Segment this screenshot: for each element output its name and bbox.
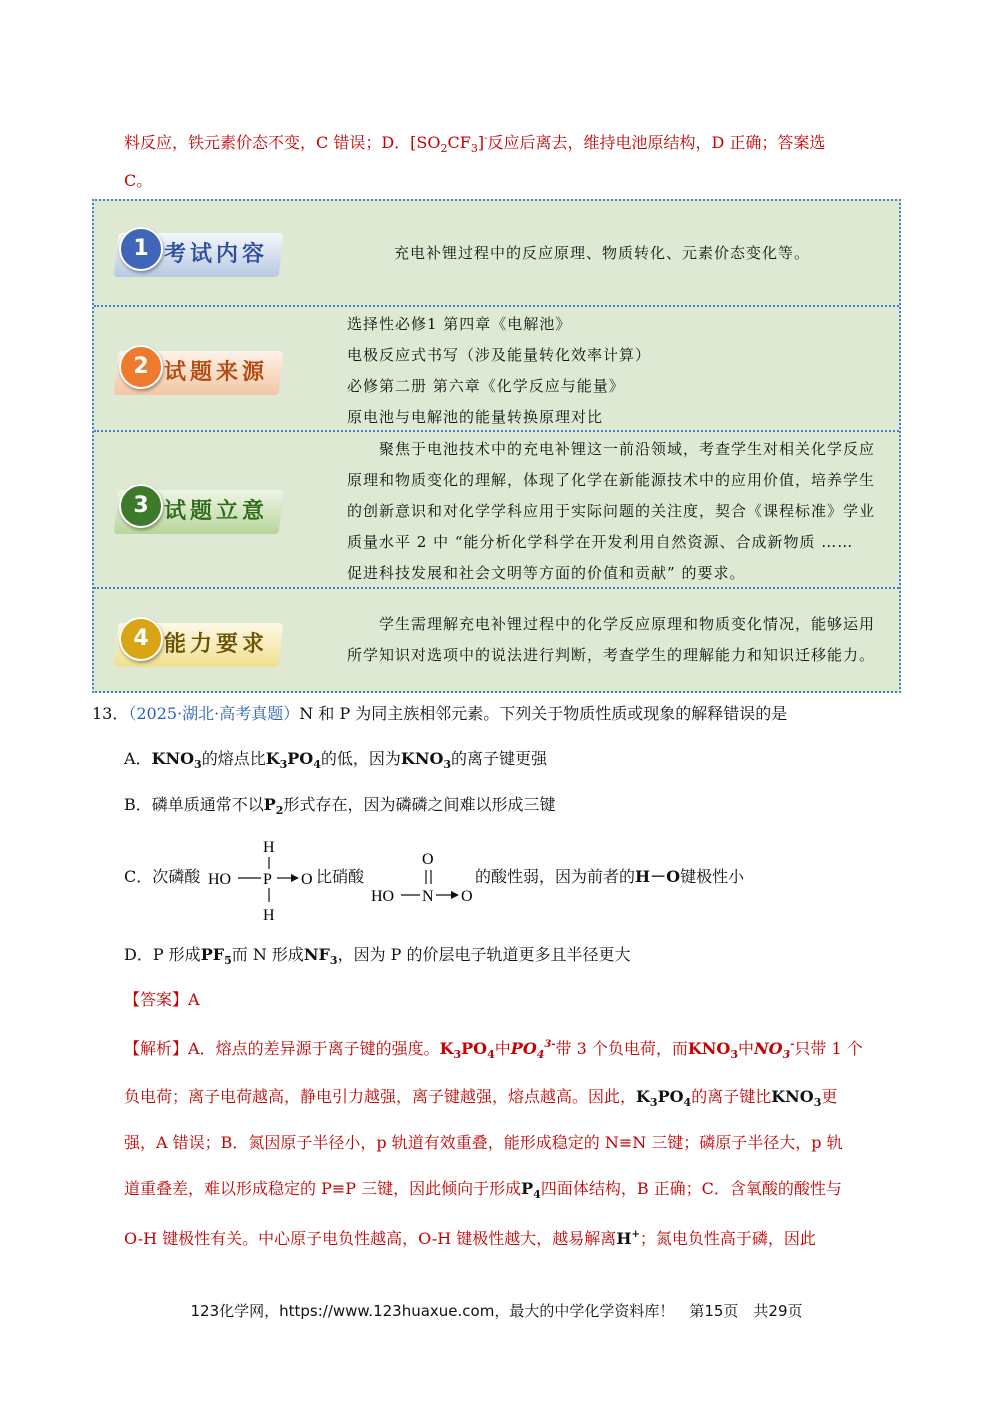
prev-line-1: 料反应，铁元素价态不变，C 错误；D．$[SO_2CF_3]^-$反应后离去，维持电池原结构，D 正确；答案选 [124, 133, 826, 155]
option-c-mid: 比硝酸 [316, 867, 365, 886]
svg-text:HO: HO [208, 871, 232, 888]
badge-label: 试题来源 [164, 360, 269, 385]
number-badge-icon: 2 [119, 345, 163, 389]
table-row [94, 307, 899, 432]
badge-label: 考试内容 [164, 242, 269, 267]
analysis-line-2: 负电荷；离子电荷越高，静电引力越强，离子键越强，熔点越高。因此，$K_3PO_4$的离子键比$KNO_3$更 [124, 1087, 838, 1109]
number-badge-icon: 4 [119, 617, 163, 661]
answer: 【答案】A [124, 990, 200, 1009]
question-stem: 13．（2025·湖北·高考真题）N 和 P 为同主族相邻元素。下列关于物质性质或现象的解释错误的是 [92, 704, 788, 723]
page-footer: 123化学网，https://www.123huaxue.com，最大的中学化学资料库！ 第15页 共29页 [190, 1302, 803, 1320]
badge-label: 试题立意 [164, 499, 269, 524]
option-a: A．$KNO_3$的熔点比$K_3PO_4$的低，因为$KNO_3$的离子键更强 [124, 749, 548, 771]
table-row [94, 201, 899, 307]
analysis-line-4: 道重叠差，难以形成稳定的 P≡P 三键，因此倾向于形成$P_4$四面体结构，B 正确；C．含氧酸的酸性与 [124, 1179, 842, 1201]
row-text: 选择性必修1 第四章《电解池》 电极反应式书写（涉及能量转化效率计算） 必修第二册 第六章《化学反应与能量》 原电池与电解池的能量转换原理对比 [347, 315, 652, 426]
nitric-acid-structure [368, 846, 478, 910]
row-text: 学生需理解充电补锂过程中的化学反应原理和物质变化情况，能够运用 所学知识对选项中的说法进行判断，考查学生的理解能力和知识迁移能力。 [347, 615, 876, 664]
hypophosphorous-acid-structure [205, 832, 315, 924]
analysis-line-5: O-H 键极性有关。中心原子电负性越高，O-H 键极性越大，越易解离H+；氮电负性高于磷，因此 [124, 1229, 816, 1248]
svg-text:O: O [301, 871, 313, 888]
option-d: D．P 形成$PF_5$而 N 形成$NF_3$，因为 P 的价层电子轨道更多且半径更大 [124, 945, 631, 967]
number-badge-icon: 3 [119, 484, 163, 528]
analysis-line-3: 强，A 错误；B．氮因原子半径小，p 轨道有效重叠，能形成稳定的 N≡N 三键；磷原子半径大，p 轨 [124, 1133, 843, 1152]
badge [116, 345, 284, 397]
option-c-prefix: C．次磷酸 [124, 867, 201, 886]
info-table [92, 199, 901, 693]
option-c-suffix: 的酸性弱，因为前者的H－O键极性小 [475, 867, 745, 886]
svg-text:O: O [422, 851, 434, 868]
svg-text:H: H [263, 907, 275, 924]
table-row [94, 589, 899, 691]
number-badge-icon: 1 [119, 227, 163, 271]
analysis-line-1: 【解析】A．熔点的差异源于离子键的强度。$K_3PO_4$中$PO_4^{3-}$带 3 个负电荷，而$KNO_3$中$NO_3^-$只带 1 个 [124, 1039, 863, 1061]
row-text: 聚焦于电池技术中的充电补锂这一前沿领域，考查学生对相关化学反应 原理和物质变化的理解，体现了化学在新能源技术中的应用价值，培养学生 的创新意识和对化学学科应用于实际问题的关注度，契合《课程标准》学业 质量水平 2 中 “能分析化学科学在开发利用自然资源、合成新物质 …… 促进科技发展和社会文明等方面的价值和贡献” 的要求。 [347, 440, 876, 582]
svg-text:H: H [263, 839, 275, 856]
badge [116, 227, 284, 279]
svg-text:O: O [461, 888, 473, 905]
option-b: B．磷单质通常不以$P_2$形式存在，因为磷磷之间难以形成三键 [124, 795, 556, 817]
svg-text:HO: HO [371, 888, 395, 905]
row-text: 充电补锂过程中的反应原理、物质转化、元素价态变化等。 [394, 244, 811, 262]
svg-text:P: P [263, 871, 272, 888]
badge [116, 617, 284, 669]
badge [116, 484, 284, 536]
table-row [94, 432, 899, 589]
prev-line-2: C。 [124, 171, 153, 190]
svg-text:N: N [422, 888, 434, 905]
badge-label: 能力要求 [164, 632, 269, 657]
